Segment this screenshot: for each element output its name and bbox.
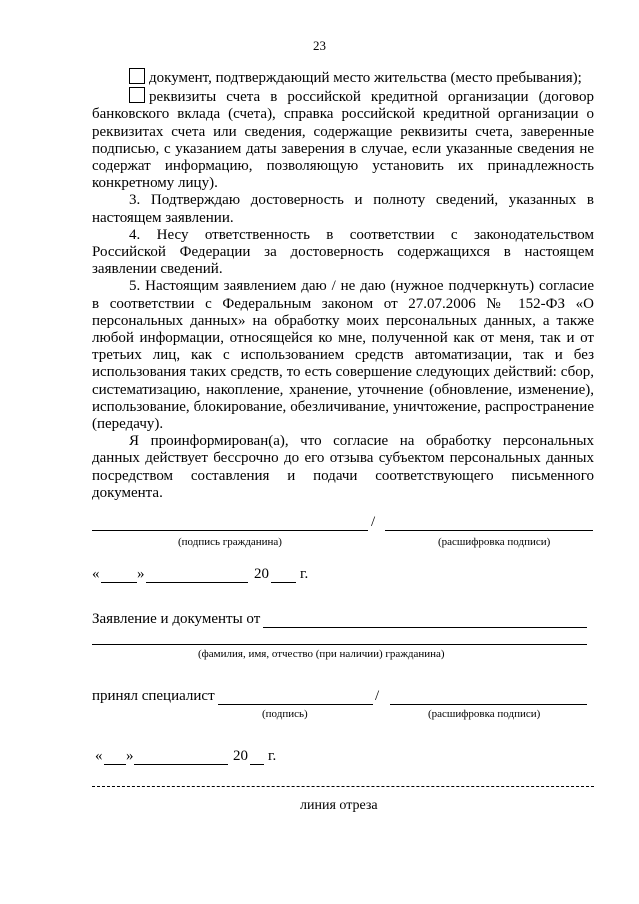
received-label: Заявление и документы от bbox=[92, 611, 261, 627]
citizen-decryption-caption: (расшифровка подписи) bbox=[438, 536, 551, 548]
checkbox-bank-details[interactable] bbox=[129, 87, 145, 103]
document-body bbox=[92, 68, 594, 502]
date2-year-suffix: г. bbox=[268, 748, 277, 764]
date2-close-quote: » bbox=[126, 748, 134, 764]
citizen-signature-line[interactable] bbox=[92, 530, 368, 531]
paragraph-3: 3. Подтверждаю достоверность и полноту сведений, указанных в настоящем заявлении. bbox=[92, 192, 594, 226]
specialist-separator: / bbox=[375, 688, 380, 704]
date1-year-suffix: г. bbox=[300, 566, 309, 582]
date2-month-line[interactable] bbox=[134, 764, 228, 765]
checkbox-bank-label: реквизиты счета в российской кредитной организации (договор банковского вклада (счета), справка российской кредитной организации о реквизитах счета или сведения, содержащие реквизиты счета, заверенные подписью, с указанием даты заверения в случае, если указанные сведения не содержат информацию, позволяющую установить их принадлежность конкретному лицу). bbox=[92, 89, 594, 192]
checkbox-item-bank bbox=[92, 87, 594, 192]
checkbox-residence-label: документ, подтверждающий место жительства (место пребывания); bbox=[149, 70, 582, 86]
specialist-label: принял специалист bbox=[92, 688, 215, 704]
paragraph-informed: Я проинформирован(а), что согласие на обработку персональных данных действует бессрочно до его отзыва субъектом персональных данных посредством составления и подачи соответствующего письменного документа. bbox=[92, 433, 594, 501]
received-name-line[interactable] bbox=[92, 644, 587, 645]
signature-separator: / bbox=[371, 514, 376, 530]
date1-open-quote: « bbox=[92, 566, 100, 582]
date2-year-line[interactable] bbox=[250, 764, 264, 765]
date1-day-line[interactable] bbox=[101, 582, 137, 583]
date2-year-prefix: 20 bbox=[233, 748, 248, 764]
specialist-decryption-line[interactable] bbox=[390, 704, 587, 705]
cut-line-label: линия отреза bbox=[300, 798, 378, 813]
date2-open-quote: « bbox=[95, 748, 103, 764]
received-from-line[interactable] bbox=[263, 627, 587, 628]
date1-month-line[interactable] bbox=[146, 582, 248, 583]
specialist-signature-line[interactable] bbox=[218, 704, 373, 705]
date1-close-quote: » bbox=[137, 566, 145, 582]
specialist-decryption-caption: (расшифровка подписи) bbox=[428, 708, 541, 720]
received-caption: (фамилия, имя, отчество (при наличии) гражданина) bbox=[198, 648, 445, 660]
specialist-signature-caption: (подпись) bbox=[262, 708, 308, 720]
page-number: 23 bbox=[313, 38, 326, 53]
date2-day-line[interactable] bbox=[104, 764, 126, 765]
date1-year-prefix: 20 bbox=[254, 566, 269, 582]
date1-year-line[interactable] bbox=[271, 582, 296, 583]
checkbox-item-residence bbox=[92, 68, 594, 87]
citizen-signature-caption: (подпись гражданина) bbox=[178, 536, 282, 548]
checkbox-residence[interactable] bbox=[129, 68, 145, 84]
citizen-decryption-line[interactable] bbox=[385, 530, 593, 531]
paragraph-5: 5. Настоящим заявлением даю / не даю (нужное подчеркнуть) согласие в соответствии с Федеральным законом от 27.07.2006 № 152-ФЗ «О персональных данных» на обработку моих персональных данных, а также любой информации, относящейся ко мне, полученной как от меня, так и от третьих лиц, как с использованием средств автоматизации, так и без использования таких средств, то есть совершение следующих действий: сбор, систематизацию, накопление, хранение, уточнение (обновление, изменение), использование, блокирование, обезличивание, уничтожение, распространение (передачу). bbox=[92, 278, 594, 433]
paragraph-4: 4. Несу ответственность в соответствии с законодательством Российской Федерации за достоверность содержащихся в настоящем заявлении сведений. bbox=[92, 226, 594, 278]
cut-line bbox=[92, 786, 594, 787]
